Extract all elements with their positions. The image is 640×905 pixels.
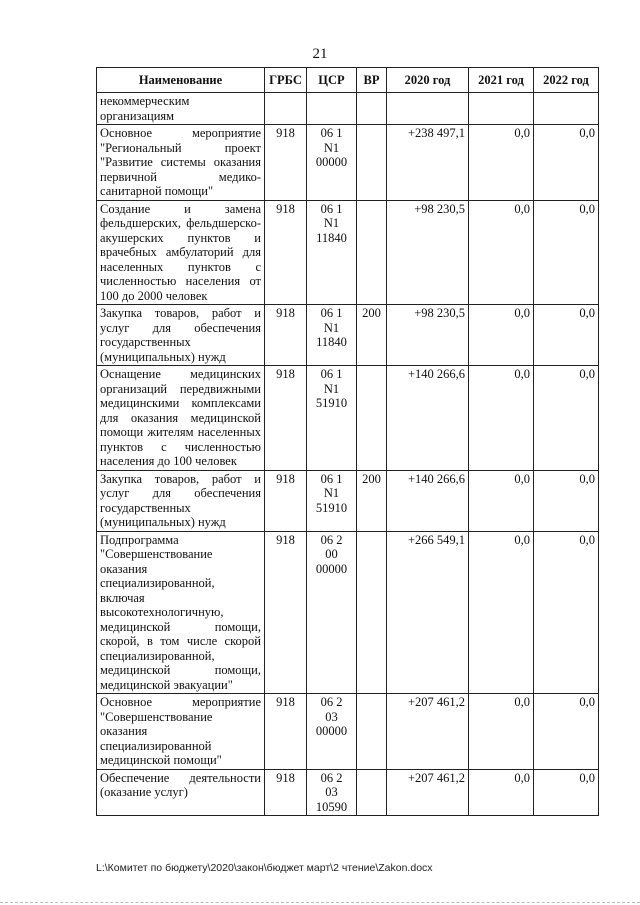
cell-csr: 06 2 00 00000 bbox=[307, 531, 357, 694]
cell-name: Закупка товаров, работ и услуг для обеспечения государственных (муниципальных) нужд bbox=[97, 305, 265, 366]
cell-grbs: 918 bbox=[265, 470, 307, 531]
cell-2021 bbox=[469, 93, 534, 125]
cell-2020: +266 549,1 bbox=[387, 531, 469, 694]
header-csr: ЦСР bbox=[307, 68, 357, 93]
cell-2021: 0,0 bbox=[469, 470, 534, 531]
cell-name: Создание и замена фельдшерских, фельдшерско-акушерских пунктов и врачебных амбулаторий для населенных пунктов с численностью населения от 100 до 2000 человек bbox=[97, 200, 265, 305]
header-2022: 2022 год bbox=[534, 68, 599, 93]
cell-2022: 0,0 bbox=[534, 366, 599, 471]
cell-vr: 200 bbox=[357, 305, 387, 366]
cell-name: Основное мероприятие "Региональный проект "Развитие системы оказания первичной медико-санитарной помощи" bbox=[97, 125, 265, 201]
cell-2022: 0,0 bbox=[534, 470, 599, 531]
table-row bbox=[97, 531, 599, 694]
cell-vr bbox=[357, 769, 387, 816]
header-vr: ВР bbox=[357, 68, 387, 93]
cell-csr: 06 1 N1 51910 bbox=[307, 366, 357, 471]
cell-2020: +238 497,1 bbox=[387, 125, 469, 201]
cell-2020 bbox=[387, 93, 469, 125]
table-row bbox=[97, 93, 599, 125]
header-name: Наименование bbox=[97, 68, 265, 93]
cell-2021: 0,0 bbox=[469, 694, 534, 770]
cell-csr: 06 2 03 00000 bbox=[307, 694, 357, 770]
cell-2020: +98 230,5 bbox=[387, 305, 469, 366]
cell-2020: +98 230,5 bbox=[387, 200, 469, 305]
cell-grbs: 918 bbox=[265, 769, 307, 816]
budget-table bbox=[96, 67, 599, 816]
cell-vr bbox=[357, 125, 387, 201]
table-row bbox=[97, 200, 599, 305]
table-row bbox=[97, 470, 599, 531]
cell-grbs: 918 bbox=[265, 366, 307, 471]
cell-2021: 0,0 bbox=[469, 125, 534, 201]
cell-vr bbox=[357, 366, 387, 471]
header-grbs: ГРБС bbox=[265, 68, 307, 93]
cell-2022: 0,0 bbox=[534, 200, 599, 305]
cell-2021: 0,0 bbox=[469, 531, 534, 694]
cell-2022: 0,0 bbox=[534, 305, 599, 366]
cell-2021: 0,0 bbox=[469, 366, 534, 471]
table-row bbox=[97, 366, 599, 471]
cell-vr: 200 bbox=[357, 470, 387, 531]
cell-csr: 06 1 N1 11840 bbox=[307, 305, 357, 366]
cell-2020: +207 461,2 bbox=[387, 694, 469, 770]
cell-grbs bbox=[265, 93, 307, 125]
cell-grbs: 918 bbox=[265, 125, 307, 201]
header-2020: 2020 год bbox=[387, 68, 469, 93]
cell-2022: 0,0 bbox=[534, 769, 599, 816]
cell-2022 bbox=[534, 93, 599, 125]
cell-name: Подпрограмма "Совершенствование оказания специализированной, включая высокотехнологичную, медицинской помощи, скорой, в том числе скорой специализированной, медицинской помощи, медицинской эвакуации" bbox=[97, 531, 265, 694]
cell-name: Закупка товаров, работ и услуг для обеспечения государственных (муниципальных) нужд bbox=[97, 470, 265, 531]
cell-2021: 0,0 bbox=[469, 769, 534, 816]
scan-edge-line bbox=[0, 902, 640, 903]
cell-csr: 06 1 N1 51910 bbox=[307, 470, 357, 531]
cell-2022: 0,0 bbox=[534, 531, 599, 694]
table-row bbox=[97, 125, 599, 201]
cell-grbs: 918 bbox=[265, 694, 307, 770]
cell-csr: 06 2 03 10590 bbox=[307, 769, 357, 816]
cell-name: Основное мероприятие "Совершенствование оказания специализированной медицинской помощи" bbox=[97, 694, 265, 770]
cell-vr bbox=[357, 93, 387, 125]
cell-name: некоммерческим организациям bbox=[97, 93, 265, 125]
cell-2021: 0,0 bbox=[469, 305, 534, 366]
cell-csr bbox=[307, 93, 357, 125]
cell-2022: 0,0 bbox=[534, 125, 599, 201]
cell-vr bbox=[357, 531, 387, 694]
footer-file-path: L:\Комитет по бюджету\2020\закон\бюджет март\2 чтение\Zakon.docx bbox=[96, 862, 433, 874]
cell-grbs: 918 bbox=[265, 305, 307, 366]
cell-2021: 0,0 bbox=[469, 200, 534, 305]
cell-name: Оснащение медицинских организаций передвижными медицинскими комплексами для оказания медицинской помощи жителям населенных пунктов с численностью населения до 100 человек bbox=[97, 366, 265, 471]
page-number: 21 bbox=[312, 46, 328, 62]
table-row bbox=[97, 694, 599, 770]
cell-csr: 06 1 N1 00000 bbox=[307, 125, 357, 201]
table-header-row bbox=[97, 68, 599, 93]
cell-2022: 0,0 bbox=[534, 694, 599, 770]
cell-vr bbox=[357, 694, 387, 770]
cell-grbs: 918 bbox=[265, 200, 307, 305]
header-2021: 2021 год bbox=[469, 68, 534, 93]
cell-name: Обеспечение деятельности (оказание услуг) bbox=[97, 769, 265, 816]
cell-2020: +140 266,6 bbox=[387, 366, 469, 471]
cell-grbs: 918 bbox=[265, 531, 307, 694]
table-row bbox=[97, 305, 599, 366]
cell-csr: 06 1 N1 11840 bbox=[307, 200, 357, 305]
cell-2020: +207 461,2 bbox=[387, 769, 469, 816]
cell-vr bbox=[357, 200, 387, 305]
cell-2020: +140 266,6 bbox=[387, 470, 469, 531]
table-row bbox=[97, 769, 599, 816]
